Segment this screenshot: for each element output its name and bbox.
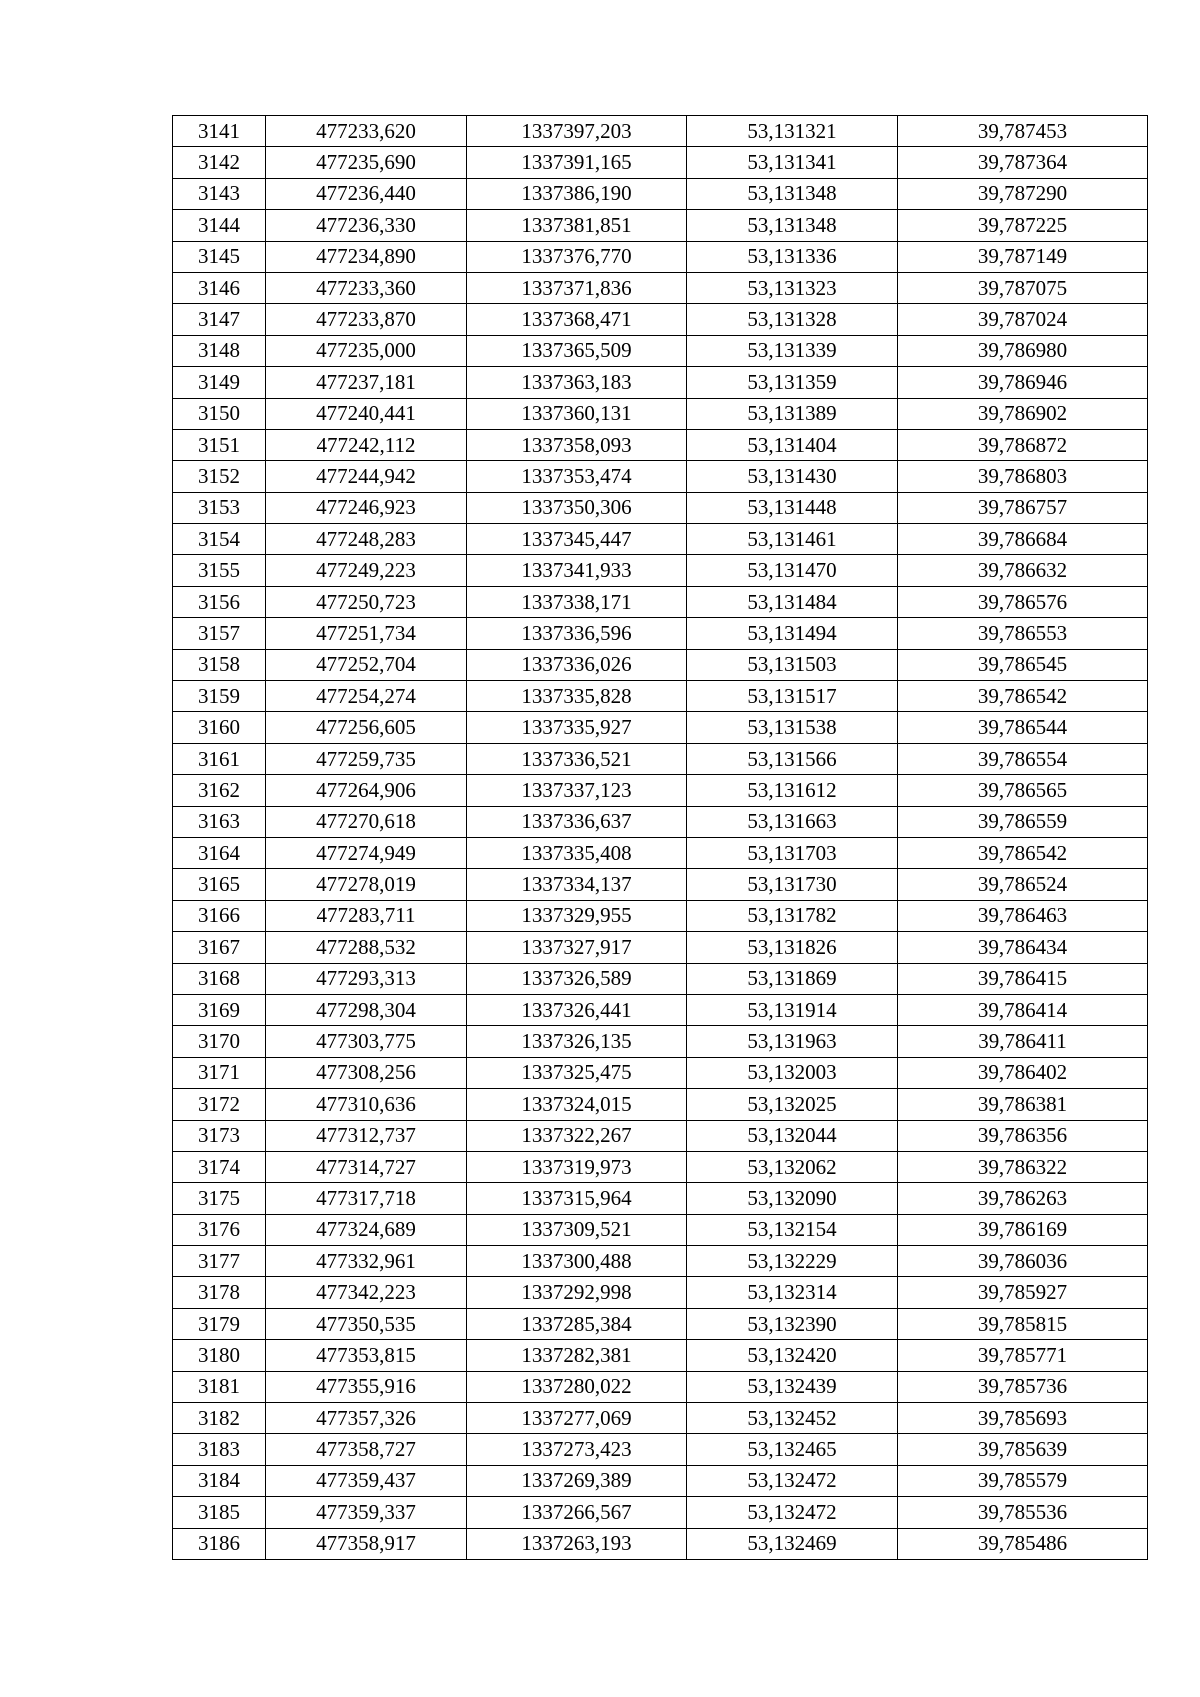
y-coordinate-cell: 1337335,408 [467,837,687,868]
table-row [173,900,1148,931]
latitude-cell: 53,132062 [687,1151,898,1182]
longitude-cell: 39,787290 [898,178,1148,209]
latitude-cell: 53,132472 [687,1465,898,1496]
y-coordinate-cell: 1337334,137 [467,869,687,900]
point-number-cell: 3146 [173,272,266,303]
point-number-cell: 3155 [173,555,266,586]
y-coordinate-cell: 1337326,135 [467,1026,687,1057]
x-coordinate-cell: 477358,917 [266,1528,467,1559]
x-coordinate-cell: 477251,734 [266,618,467,649]
longitude-cell: 39,786559 [898,806,1148,837]
latitude-cell: 53,131341 [687,147,898,178]
table-row [173,1340,1148,1371]
latitude-cell: 53,131782 [687,900,898,931]
longitude-cell: 39,786381 [898,1089,1148,1120]
table-row [173,335,1148,366]
longitude-cell: 39,786036 [898,1246,1148,1277]
table-row [173,429,1148,460]
longitude-cell: 39,786524 [898,869,1148,900]
longitude-cell: 39,786632 [898,555,1148,586]
longitude-cell: 39,787453 [898,116,1148,147]
point-number-cell: 3152 [173,461,266,492]
longitude-cell: 39,786322 [898,1151,1148,1182]
y-coordinate-cell: 1337300,488 [467,1246,687,1277]
table-row [173,869,1148,900]
latitude-cell: 53,132439 [687,1371,898,1402]
longitude-cell: 39,786684 [898,524,1148,555]
y-coordinate-cell: 1337365,509 [467,335,687,366]
latitude-cell: 53,131484 [687,586,898,617]
latitude-cell: 53,132314 [687,1277,898,1308]
table-row [173,116,1148,147]
x-coordinate-cell: 477270,618 [266,806,467,837]
table-row [173,1308,1148,1339]
y-coordinate-cell: 1337335,927 [467,712,687,743]
table-row [173,649,1148,680]
point-number-cell: 3186 [173,1528,266,1559]
table-row [173,1434,1148,1465]
x-coordinate-cell: 477244,942 [266,461,467,492]
table-row [173,492,1148,523]
y-coordinate-cell: 1337315,964 [467,1183,687,1214]
longitude-cell: 39,786542 [898,681,1148,712]
table-row [173,618,1148,649]
longitude-cell: 39,785486 [898,1528,1148,1559]
y-coordinate-cell: 1337329,955 [467,900,687,931]
y-coordinate-cell: 1337376,770 [467,241,687,272]
latitude-cell: 53,131914 [687,994,898,1025]
y-coordinate-cell: 1337338,171 [467,586,687,617]
x-coordinate-cell: 477342,223 [266,1277,467,1308]
latitude-cell: 53,131612 [687,775,898,806]
latitude-cell: 53,131538 [687,712,898,743]
latitude-cell: 53,131389 [687,398,898,429]
x-coordinate-cell: 477237,181 [266,367,467,398]
y-coordinate-cell: 1337386,190 [467,178,687,209]
y-coordinate-cell: 1337371,836 [467,272,687,303]
point-number-cell: 3168 [173,963,266,994]
table-row [173,524,1148,555]
table-row [173,1246,1148,1277]
y-coordinate-cell: 1337336,637 [467,806,687,837]
x-coordinate-cell: 477274,949 [266,837,467,868]
table-row [173,743,1148,774]
point-number-cell: 3158 [173,649,266,680]
table-row [173,241,1148,272]
x-coordinate-cell: 477256,605 [266,712,467,743]
y-coordinate-cell: 1337345,447 [467,524,687,555]
y-coordinate-cell: 1337292,998 [467,1277,687,1308]
longitude-cell: 39,787225 [898,210,1148,241]
table-row [173,210,1148,241]
longitude-cell: 39,786553 [898,618,1148,649]
y-coordinate-cell: 1337391,165 [467,147,687,178]
y-coordinate-cell: 1337280,022 [467,1371,687,1402]
point-number-cell: 3147 [173,304,266,335]
longitude-cell: 39,787364 [898,147,1148,178]
latitude-cell: 53,132044 [687,1120,898,1151]
longitude-cell: 39,787075 [898,272,1148,303]
point-number-cell: 3177 [173,1246,266,1277]
table-row [173,806,1148,837]
x-coordinate-cell: 477240,441 [266,398,467,429]
table-row [173,1465,1148,1496]
x-coordinate-cell: 477332,961 [266,1246,467,1277]
table-row [173,398,1148,429]
y-coordinate-cell: 1337324,015 [467,1089,687,1120]
longitude-cell: 39,786356 [898,1120,1148,1151]
y-coordinate-cell: 1337282,381 [467,1340,687,1371]
latitude-cell: 53,131663 [687,806,898,837]
y-coordinate-cell: 1337337,123 [467,775,687,806]
table-row [173,932,1148,963]
longitude-cell: 39,785639 [898,1434,1148,1465]
y-coordinate-cell: 1337326,441 [467,994,687,1025]
x-coordinate-cell: 477359,437 [266,1465,467,1496]
longitude-cell: 39,786565 [898,775,1148,806]
latitude-cell: 53,131336 [687,241,898,272]
point-number-cell: 3178 [173,1277,266,1308]
point-number-cell: 3157 [173,618,266,649]
latitude-cell: 53,132090 [687,1183,898,1214]
latitude-cell: 53,131404 [687,429,898,460]
point-number-cell: 3169 [173,994,266,1025]
point-number-cell: 3176 [173,1214,266,1245]
longitude-cell: 39,786542 [898,837,1148,868]
table-row [173,1277,1148,1308]
point-number-cell: 3170 [173,1026,266,1057]
y-coordinate-cell: 1337285,384 [467,1308,687,1339]
longitude-cell: 39,785536 [898,1497,1148,1528]
longitude-cell: 39,786554 [898,743,1148,774]
point-number-cell: 3175 [173,1183,266,1214]
longitude-cell: 39,786803 [898,461,1148,492]
x-coordinate-cell: 477310,636 [266,1089,467,1120]
point-number-cell: 3141 [173,116,266,147]
point-number-cell: 3161 [173,743,266,774]
point-number-cell: 3167 [173,932,266,963]
latitude-cell: 53,132390 [687,1308,898,1339]
table-row [173,1026,1148,1057]
y-coordinate-cell: 1337353,474 [467,461,687,492]
table-row [173,1403,1148,1434]
point-number-cell: 3151 [173,429,266,460]
table-row [173,775,1148,806]
x-coordinate-cell: 477359,337 [266,1497,467,1528]
longitude-cell: 39,786411 [898,1026,1148,1057]
table-row [173,681,1148,712]
table-row [173,712,1148,743]
table-row [173,1528,1148,1559]
x-coordinate-cell: 477358,727 [266,1434,467,1465]
table-row [173,1497,1148,1528]
x-coordinate-cell: 477250,723 [266,586,467,617]
point-number-cell: 3163 [173,806,266,837]
x-coordinate-cell: 477252,704 [266,649,467,680]
latitude-cell: 53,132003 [687,1057,898,1088]
x-coordinate-cell: 477283,711 [266,900,467,931]
x-coordinate-cell: 477246,923 [266,492,467,523]
point-number-cell: 3156 [173,586,266,617]
table-row [173,1057,1148,1088]
x-coordinate-cell: 477264,906 [266,775,467,806]
y-coordinate-cell: 1337381,851 [467,210,687,241]
point-number-cell: 3184 [173,1465,266,1496]
latitude-cell: 53,131430 [687,461,898,492]
latitude-cell: 53,131339 [687,335,898,366]
latitude-cell: 53,132452 [687,1403,898,1434]
x-coordinate-cell: 477317,718 [266,1183,467,1214]
y-coordinate-cell: 1337397,203 [467,116,687,147]
x-coordinate-cell: 477314,727 [266,1151,467,1182]
point-number-cell: 3182 [173,1403,266,1434]
x-coordinate-cell: 477259,735 [266,743,467,774]
x-coordinate-cell: 477233,620 [266,116,467,147]
latitude-cell: 53,131461 [687,524,898,555]
longitude-cell: 39,785579 [898,1465,1148,1496]
longitude-cell: 39,786544 [898,712,1148,743]
y-coordinate-cell: 1337277,069 [467,1403,687,1434]
table-row [173,555,1148,586]
table-row [173,367,1148,398]
point-number-cell: 3165 [173,869,266,900]
x-coordinate-cell: 477303,775 [266,1026,467,1057]
point-number-cell: 3179 [173,1308,266,1339]
table-row [173,1089,1148,1120]
latitude-cell: 53,132469 [687,1528,898,1559]
point-number-cell: 3153 [173,492,266,523]
latitude-cell: 53,132465 [687,1434,898,1465]
point-number-cell: 3166 [173,900,266,931]
point-number-cell: 3148 [173,335,266,366]
y-coordinate-cell: 1337336,596 [467,618,687,649]
longitude-cell: 39,785771 [898,1340,1148,1371]
longitude-cell: 39,786263 [898,1183,1148,1214]
latitude-cell: 53,131517 [687,681,898,712]
x-coordinate-cell: 477357,326 [266,1403,467,1434]
latitude-cell: 53,132025 [687,1089,898,1120]
longitude-cell: 39,785927 [898,1277,1148,1308]
longitude-cell: 39,786415 [898,963,1148,994]
y-coordinate-cell: 1337263,193 [467,1528,687,1559]
x-coordinate-cell: 477278,019 [266,869,467,900]
table-row [173,586,1148,617]
x-coordinate-cell: 477235,000 [266,335,467,366]
y-coordinate-cell: 1337336,521 [467,743,687,774]
y-coordinate-cell: 1337273,423 [467,1434,687,1465]
latitude-cell: 53,131826 [687,932,898,963]
x-coordinate-cell: 477233,360 [266,272,467,303]
latitude-cell: 53,131359 [687,367,898,398]
latitude-cell: 53,131321 [687,116,898,147]
table-row [173,304,1148,335]
latitude-cell: 53,131730 [687,869,898,900]
longitude-cell: 39,786545 [898,649,1148,680]
point-number-cell: 3174 [173,1151,266,1182]
table-row [173,994,1148,1025]
longitude-cell: 39,786402 [898,1057,1148,1088]
point-number-cell: 3144 [173,210,266,241]
y-coordinate-cell: 1337322,267 [467,1120,687,1151]
x-coordinate-cell: 477249,223 [266,555,467,586]
y-coordinate-cell: 1337309,521 [467,1214,687,1245]
longitude-cell: 39,786434 [898,932,1148,963]
table-row [173,1183,1148,1214]
x-coordinate-cell: 477234,890 [266,241,467,272]
y-coordinate-cell: 1337335,828 [467,681,687,712]
table-row [173,1214,1148,1245]
latitude-cell: 53,131869 [687,963,898,994]
point-number-cell: 3181 [173,1371,266,1402]
table-row [173,461,1148,492]
longitude-cell: 39,785736 [898,1371,1148,1402]
x-coordinate-cell: 477312,737 [266,1120,467,1151]
table-row [173,1151,1148,1182]
coordinates-table-body [173,116,1148,1560]
x-coordinate-cell: 477308,256 [266,1057,467,1088]
latitude-cell: 53,131703 [687,837,898,868]
table-row [173,1120,1148,1151]
point-number-cell: 3171 [173,1057,266,1088]
x-coordinate-cell: 477293,313 [266,963,467,994]
y-coordinate-cell: 1337350,306 [467,492,687,523]
point-number-cell: 3162 [173,775,266,806]
x-coordinate-cell: 477298,304 [266,994,467,1025]
point-number-cell: 3185 [173,1497,266,1528]
latitude-cell: 53,131963 [687,1026,898,1057]
point-number-cell: 3142 [173,147,266,178]
y-coordinate-cell: 1337327,917 [467,932,687,963]
point-number-cell: 3150 [173,398,266,429]
table-row [173,1371,1148,1402]
x-coordinate-cell: 477242,112 [266,429,467,460]
x-coordinate-cell: 477355,916 [266,1371,467,1402]
point-number-cell: 3159 [173,681,266,712]
y-coordinate-cell: 1337358,093 [467,429,687,460]
x-coordinate-cell: 477254,274 [266,681,467,712]
longitude-cell: 39,786946 [898,367,1148,398]
point-number-cell: 3160 [173,712,266,743]
table-row [173,837,1148,868]
longitude-cell: 39,785693 [898,1403,1148,1434]
longitude-cell: 39,786414 [898,994,1148,1025]
longitude-cell: 39,786902 [898,398,1148,429]
longitude-cell: 39,786980 [898,335,1148,366]
x-coordinate-cell: 477235,690 [266,147,467,178]
y-coordinate-cell: 1337266,567 [467,1497,687,1528]
longitude-cell: 39,786169 [898,1214,1148,1245]
point-number-cell: 3164 [173,837,266,868]
y-coordinate-cell: 1337319,973 [467,1151,687,1182]
x-coordinate-cell: 477248,283 [266,524,467,555]
y-coordinate-cell: 1337336,026 [467,649,687,680]
y-coordinate-cell: 1337341,933 [467,555,687,586]
latitude-cell: 53,132154 [687,1214,898,1245]
latitude-cell: 53,132420 [687,1340,898,1371]
point-number-cell: 3180 [173,1340,266,1371]
latitude-cell: 53,131470 [687,555,898,586]
x-coordinate-cell: 477233,870 [266,304,467,335]
y-coordinate-cell: 1337360,131 [467,398,687,429]
longitude-cell: 39,786757 [898,492,1148,523]
x-coordinate-cell: 477236,330 [266,210,467,241]
latitude-cell: 53,132229 [687,1246,898,1277]
point-number-cell: 3145 [173,241,266,272]
latitude-cell: 53,131494 [687,618,898,649]
longitude-cell: 39,786576 [898,586,1148,617]
longitude-cell: 39,787024 [898,304,1148,335]
longitude-cell: 39,786872 [898,429,1148,460]
point-number-cell: 3149 [173,367,266,398]
x-coordinate-cell: 477324,689 [266,1214,467,1245]
table-row [173,178,1148,209]
table-row [173,963,1148,994]
y-coordinate-cell: 1337368,471 [467,304,687,335]
y-coordinate-cell: 1337269,389 [467,1465,687,1496]
latitude-cell: 53,131503 [687,649,898,680]
longitude-cell: 39,787149 [898,241,1148,272]
coordinates-table [172,115,1148,1560]
latitude-cell: 53,131348 [687,178,898,209]
latitude-cell: 53,131328 [687,304,898,335]
x-coordinate-cell: 477350,535 [266,1308,467,1339]
latitude-cell: 53,131348 [687,210,898,241]
x-coordinate-cell: 477288,532 [266,932,467,963]
point-number-cell: 3173 [173,1120,266,1151]
point-number-cell: 3183 [173,1434,266,1465]
x-coordinate-cell: 477236,440 [266,178,467,209]
x-coordinate-cell: 477353,815 [266,1340,467,1371]
latitude-cell: 53,132472 [687,1497,898,1528]
longitude-cell: 39,786463 [898,900,1148,931]
latitude-cell: 53,131566 [687,743,898,774]
point-number-cell: 3154 [173,524,266,555]
latitude-cell: 53,131323 [687,272,898,303]
y-coordinate-cell: 1337325,475 [467,1057,687,1088]
latitude-cell: 53,131448 [687,492,898,523]
longitude-cell: 39,785815 [898,1308,1148,1339]
y-coordinate-cell: 1337326,589 [467,963,687,994]
y-coordinate-cell: 1337363,183 [467,367,687,398]
point-number-cell: 3172 [173,1089,266,1120]
table-row [173,272,1148,303]
point-number-cell: 3143 [173,178,266,209]
table-row [173,147,1148,178]
